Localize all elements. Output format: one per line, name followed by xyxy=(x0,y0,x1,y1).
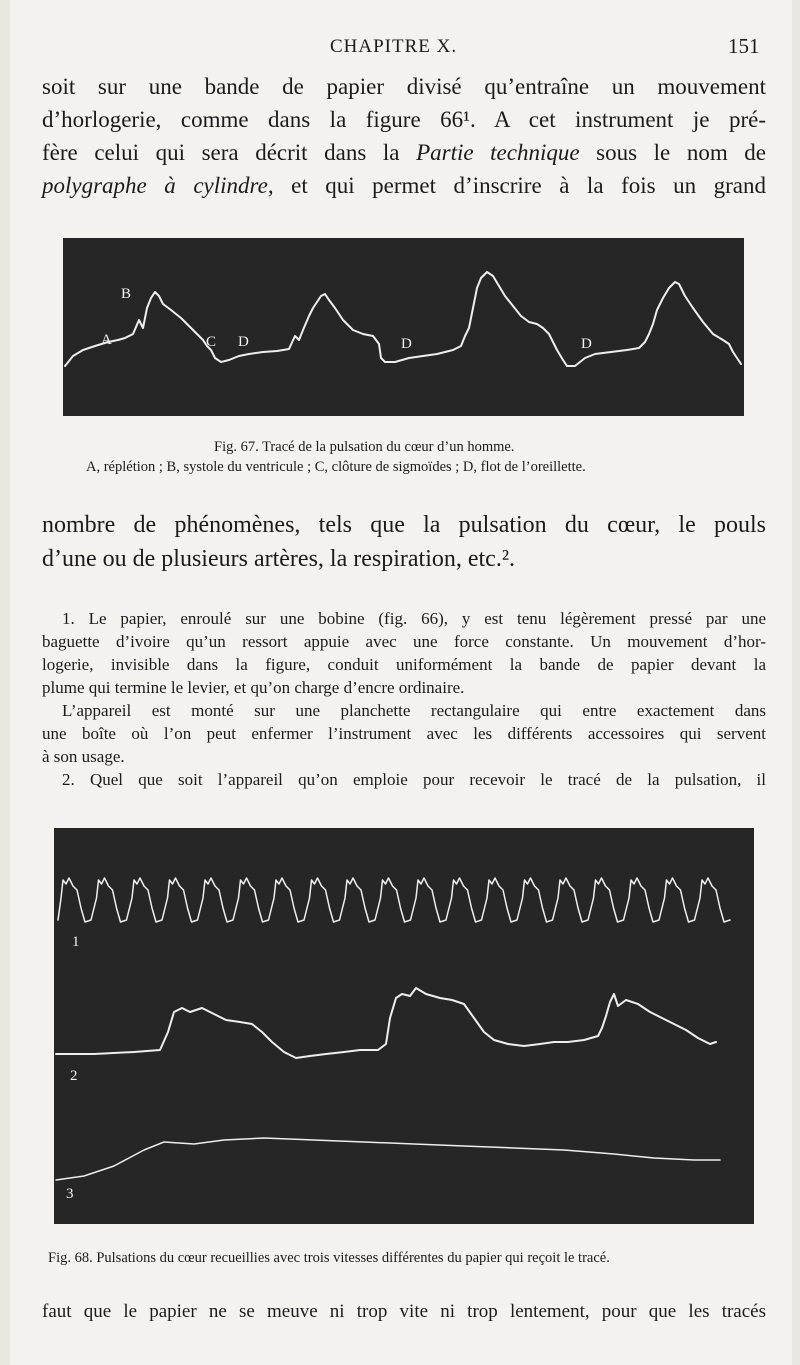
label-c: C xyxy=(206,334,217,350)
footnotes xyxy=(42,607,766,791)
trace-3-slow xyxy=(56,1138,720,1180)
footnote-line: une boîte où l’on peut enfermer l’instrument avec les différents accessoires qui servent xyxy=(42,724,766,743)
paragraph-2 xyxy=(42,508,766,576)
text-line: d’horlogerie, comme dans la figure 66¹. A cet instrument je pré- xyxy=(42,107,766,132)
emphasis-partie-technique: Partie technique xyxy=(416,140,580,165)
figure-68-svg xyxy=(54,828,754,1224)
text-line: d’une ou de plusieurs artères, la respiration, etc.². xyxy=(42,546,516,572)
figure-68-caption: Fig. 68. Pulsations du cœur recueillies avec trois vitesses différentes du papier qui reçoit le tracé. xyxy=(48,1250,610,1266)
footnote-line: plume qui termine le levier, et qu’on charge d’encre ordinaire. xyxy=(42,678,465,697)
footnote-line: logerie, invisible dans la figure, conduit uniformément la bande de papier devant la xyxy=(42,655,766,674)
text-line: fère celui qui sera décrit dans la Partie technique sous le nom de xyxy=(42,140,767,165)
label-d: D xyxy=(581,336,592,352)
text-line: nombre de phénomènes, tels que la pulsation du cœur, le pouls xyxy=(42,512,766,538)
figure-68-traces xyxy=(54,828,754,1224)
figure-67-legend: A, réplétion ; B, systole du ventricule ; C, clôture de sigmoïdes ; D, flot de l’oreillette. xyxy=(86,459,586,475)
trace-1-fast xyxy=(58,878,730,922)
running-title: CHAPITRE X. xyxy=(330,36,458,57)
text-line: faut que le papier ne se meuve ni trop vite ni trop lentement, pour que les tracés xyxy=(42,1301,766,1322)
footnote-line: à son usage. xyxy=(42,747,125,766)
label-d: D xyxy=(401,336,412,352)
footnote-line: 1. Le papier, enroulé sur une bobine (fig. 66), y est tenu légèrement pressé par une xyxy=(62,609,766,628)
label-1: 1 xyxy=(72,934,80,950)
label-a: A xyxy=(101,332,112,348)
label-2: 2 xyxy=(70,1068,78,1084)
footnote-line: 2. Quel que soit l’appareil qu’on emploie pour recevoir le tracé de la pulsation, il xyxy=(62,770,766,789)
label-d: D xyxy=(238,334,249,350)
page-header xyxy=(0,34,800,62)
continuation-line xyxy=(42,1298,766,1326)
page-number: 151 xyxy=(728,34,760,58)
label-3: 3 xyxy=(66,1186,74,1202)
figure-67-caption: Fig. 67. Tracé de la pulsation du cœur d’un homme. xyxy=(214,439,515,455)
label-b: B xyxy=(121,286,132,302)
paragraph-1 xyxy=(42,70,766,202)
trace-2-medium xyxy=(56,988,716,1058)
footnote-line: L’appareil est monté sur une planchette rectangulaire qui entre exactement dans xyxy=(62,701,766,720)
figure-67-trace xyxy=(63,238,744,416)
emphasis-polygraphe: polygraphe à cylindre xyxy=(42,173,268,198)
text-line: soit sur une bande de papier divisé qu’entraîne un mouvement xyxy=(42,74,766,99)
footnote-line: baguette d’ivoire qu’un ressort appuie avec une force constante. Un mouvement d’hor- xyxy=(42,632,766,651)
text-line: polygraphe à cylindre, et qui permet d’inscrire à la fois un grand xyxy=(42,173,766,198)
figure-67-svg xyxy=(63,238,744,416)
